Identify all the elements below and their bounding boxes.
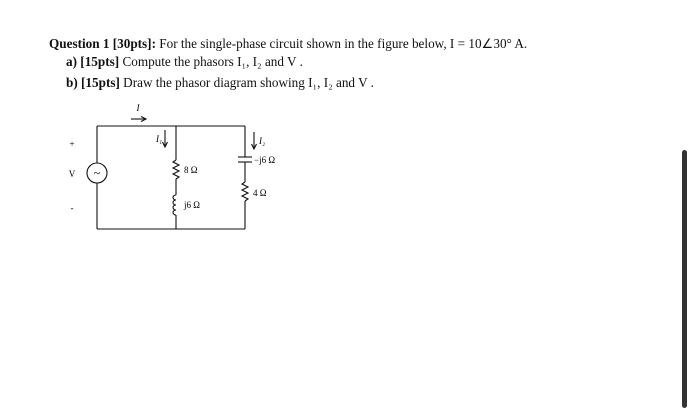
label-8-ohm: 8 Ω xyxy=(184,165,198,175)
part-b-points: [15pts] xyxy=(81,75,120,90)
label-4-ohm: 4 Ω xyxy=(253,188,267,198)
label-voltage: V xyxy=(68,169,76,179)
question-heading: Question 1 [30pts]: xyxy=(49,36,156,51)
resistor-8ohm xyxy=(173,160,179,179)
part-a-tag: a) xyxy=(66,54,77,69)
question-text: For the single-phase circuit shown in the figure below, I = 10∠30° A. xyxy=(159,36,528,51)
label-current-I1: I₁ xyxy=(156,134,163,144)
part-b-text: Draw the phasor diagram showing I₁, I₂ and V . xyxy=(123,75,374,90)
part-b-tag: b) xyxy=(66,75,78,90)
resistor-4ohm xyxy=(242,182,248,201)
label-plus: + xyxy=(69,139,75,149)
label-minus: - xyxy=(70,203,74,213)
part-a-text: Compute the phasors I₁, I₂ and V . xyxy=(122,54,303,69)
label-current-I2: I₂ xyxy=(259,136,266,146)
vertical-scrollbar[interactable] xyxy=(682,150,687,408)
label-j6-ohm: j6 Ω xyxy=(184,200,200,210)
label-minus-j6-ohm: −j6 Ω xyxy=(254,155,276,165)
label-current-I: I xyxy=(136,103,140,113)
part-a-points: [15pts] xyxy=(80,54,120,69)
source-symbol: ~ xyxy=(93,166,101,180)
inductor-j6 xyxy=(173,195,176,215)
